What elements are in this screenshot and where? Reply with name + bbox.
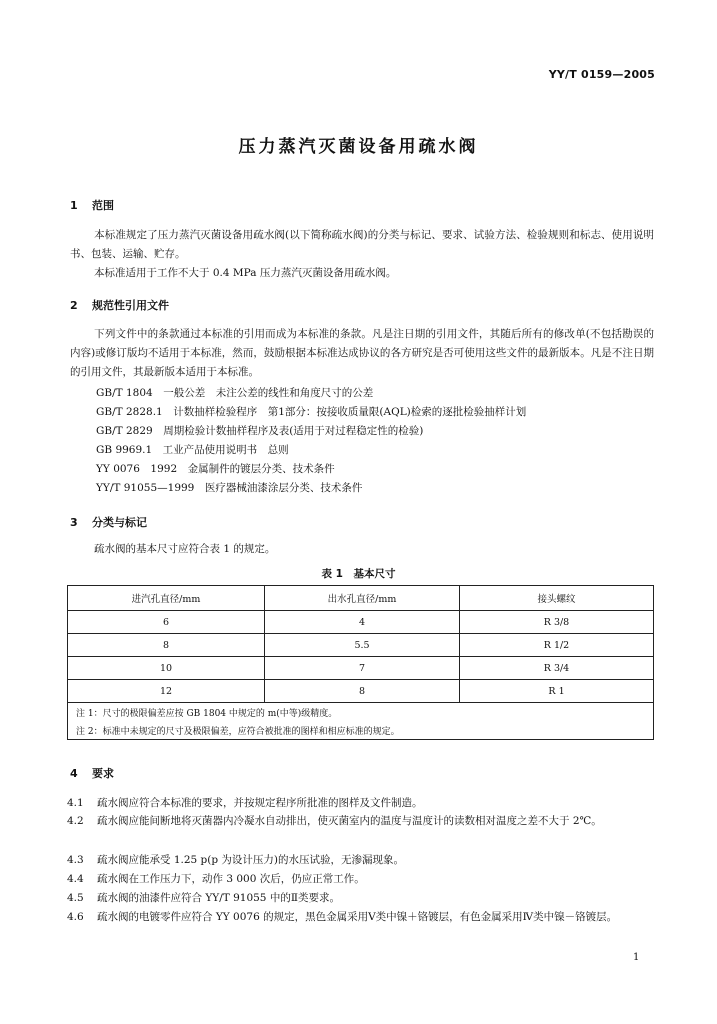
requirement-item xyxy=(67,794,655,813)
clause-text: 疏水阀应符合本标准的要求，并按规定程序所批准的图样及文件制造。 xyxy=(97,797,423,809)
table-cell: 8 xyxy=(265,680,460,703)
section-1-paragraph-2 xyxy=(70,264,654,283)
requirement-item xyxy=(67,870,655,889)
clause-number: 4.6 xyxy=(67,911,84,923)
reference-item: GB/T 2828.1 计数抽样检验程序 第1部分：按接收质量限(AQL)检索的逐批检验抽样计划 xyxy=(96,406,527,418)
clause-text: 疏水阀的电镀零件应符合 YY 0076 的规定，黑色金属采用Ⅴ类中镍＋铬镀层，有色金属采用Ⅳ类中镍－铬镀层。 xyxy=(97,911,618,923)
section-title: 范围 xyxy=(92,199,114,212)
document-title: 压力蒸汽灭菌设备用疏水阀 xyxy=(238,137,479,157)
clause-number: 4.2 xyxy=(67,815,84,827)
section-title: 分类与标记 xyxy=(92,516,147,529)
clause-number: 4.4 xyxy=(67,873,84,885)
table-row xyxy=(68,657,654,680)
section-title: 规范性引用文件 xyxy=(92,299,169,312)
table-cell: 12 xyxy=(68,680,265,703)
requirement-item xyxy=(67,889,655,908)
section-4-heading xyxy=(70,765,114,781)
table-cell: 6 xyxy=(68,611,265,634)
section-2-heading xyxy=(70,297,169,313)
dimensions-table xyxy=(67,585,654,740)
section-2-paragraph-1 xyxy=(70,325,654,382)
table-cell: 4 xyxy=(265,611,460,634)
clause-text: 疏水阀在工作压力下，动作 3 000 次后，仍应正常工作。 xyxy=(97,873,365,885)
section-number: 3 xyxy=(70,516,78,529)
section-1-paragraph-1 xyxy=(70,226,654,264)
table-row xyxy=(68,611,654,634)
table-note: 注 2：标准中未规定的尺寸及极限偏差，应符合被批准的图样和相应标准的规定。 xyxy=(68,721,654,740)
requirement-item xyxy=(67,812,655,831)
reference-item: GB/T 1804 一般公差 未注公差的线性和角度尺寸的公差 xyxy=(96,387,374,399)
table-cell: 8 xyxy=(68,634,265,657)
table-row xyxy=(68,680,654,703)
column-header: 出水孔直径/mm xyxy=(265,586,460,611)
section-3-heading xyxy=(70,514,147,530)
clause-number: 4.5 xyxy=(67,892,84,904)
table-note-row xyxy=(68,721,654,740)
section-1-heading xyxy=(70,197,114,213)
table-cell: R 1/2 xyxy=(460,634,654,657)
requirement-item xyxy=(67,851,655,870)
reference-item: YY/T 91055—1999 医疗器械油漆涂层分类、技术条件 xyxy=(96,482,363,494)
paragraph-text: 本标准适用于工作不大于 0.4 MPa 压力蒸汽灭菌设备用疏水阀。 xyxy=(94,267,397,279)
reference-item: GB 9969.1 工业产品使用说明书 总则 xyxy=(96,444,289,456)
table-cell: 5.5 xyxy=(265,634,460,657)
table-caption: 表 1 基本尺寸 xyxy=(321,568,396,580)
reference-item: YY 0076 1992 金属制件的镀层分类、技术条件 xyxy=(96,463,335,475)
section-number: 1 xyxy=(70,199,78,212)
section-number: 4 xyxy=(70,767,78,780)
section-number: 2 xyxy=(70,299,78,312)
requirement-item xyxy=(67,908,655,927)
section-title: 要求 xyxy=(92,767,114,780)
clause-text: 疏水阀的油漆件应符合 YY/T 91055 中的Ⅱ类要求。 xyxy=(97,892,340,904)
page-number: 1 xyxy=(633,952,640,963)
table-note-row xyxy=(68,703,654,722)
table-cell: R 3/8 xyxy=(460,611,654,634)
table-cell: 10 xyxy=(68,657,265,680)
table-cell: R 3/4 xyxy=(460,657,654,680)
reference-item: GB/T 2829 周期检验计数抽样程序及表(适用于对过程稳定性的检验) xyxy=(96,425,424,437)
paragraph-text: 下列文件中的条款通过本标准的引用而成为本标准的条款。凡是注日期的引用文件，其随后所有的修改单(不包括勘误的内容)或修订版均不适用于本标准，然而，鼓励根据本标准达成协议的各方研究是否可使用这些文件的最新版本。凡是不注日期的引用文件，其最新版本适用于本标准。 xyxy=(70,328,654,378)
table-row xyxy=(68,634,654,657)
table-cell: R 1 xyxy=(460,680,654,703)
table-note: 注 1：尺寸的极限偏差应按 GB 1804 中规定的 m(中等)级精度。 xyxy=(68,703,654,722)
paragraph-text: 疏水阀的基本尺寸应符合表 1 的规定。 xyxy=(94,543,276,555)
column-header: 进汽孔直径/mm xyxy=(68,586,265,611)
clause-number: 4.1 xyxy=(67,797,84,809)
standard-number: YY/T 0159—2005 xyxy=(548,68,655,81)
paragraph-text: 本标准规定了压力蒸汽灭菌设备用疏水阀(以下简称疏水阀)的分类与标记、要求、试验方法、检验规则和标志、使用说明书、包装、运输、贮存。 xyxy=(70,229,654,260)
column-header: 接头螺纹 xyxy=(460,586,654,611)
clause-number: 4.3 xyxy=(67,854,84,866)
table-header-row xyxy=(68,586,654,611)
section-3-paragraph-1 xyxy=(70,540,654,559)
clause-text: 疏水阀应能间断地将灭菌器内冷凝水自动排出，使灭菌室内的温度与温度计的读数相对温度之差不大于 2℃。 xyxy=(97,815,602,827)
clause-text: 疏水阀应能承受 1.25 p(p 为设计压力)的水压试验，无渗漏现象。 xyxy=(97,854,405,866)
table-cell: 7 xyxy=(265,657,460,680)
